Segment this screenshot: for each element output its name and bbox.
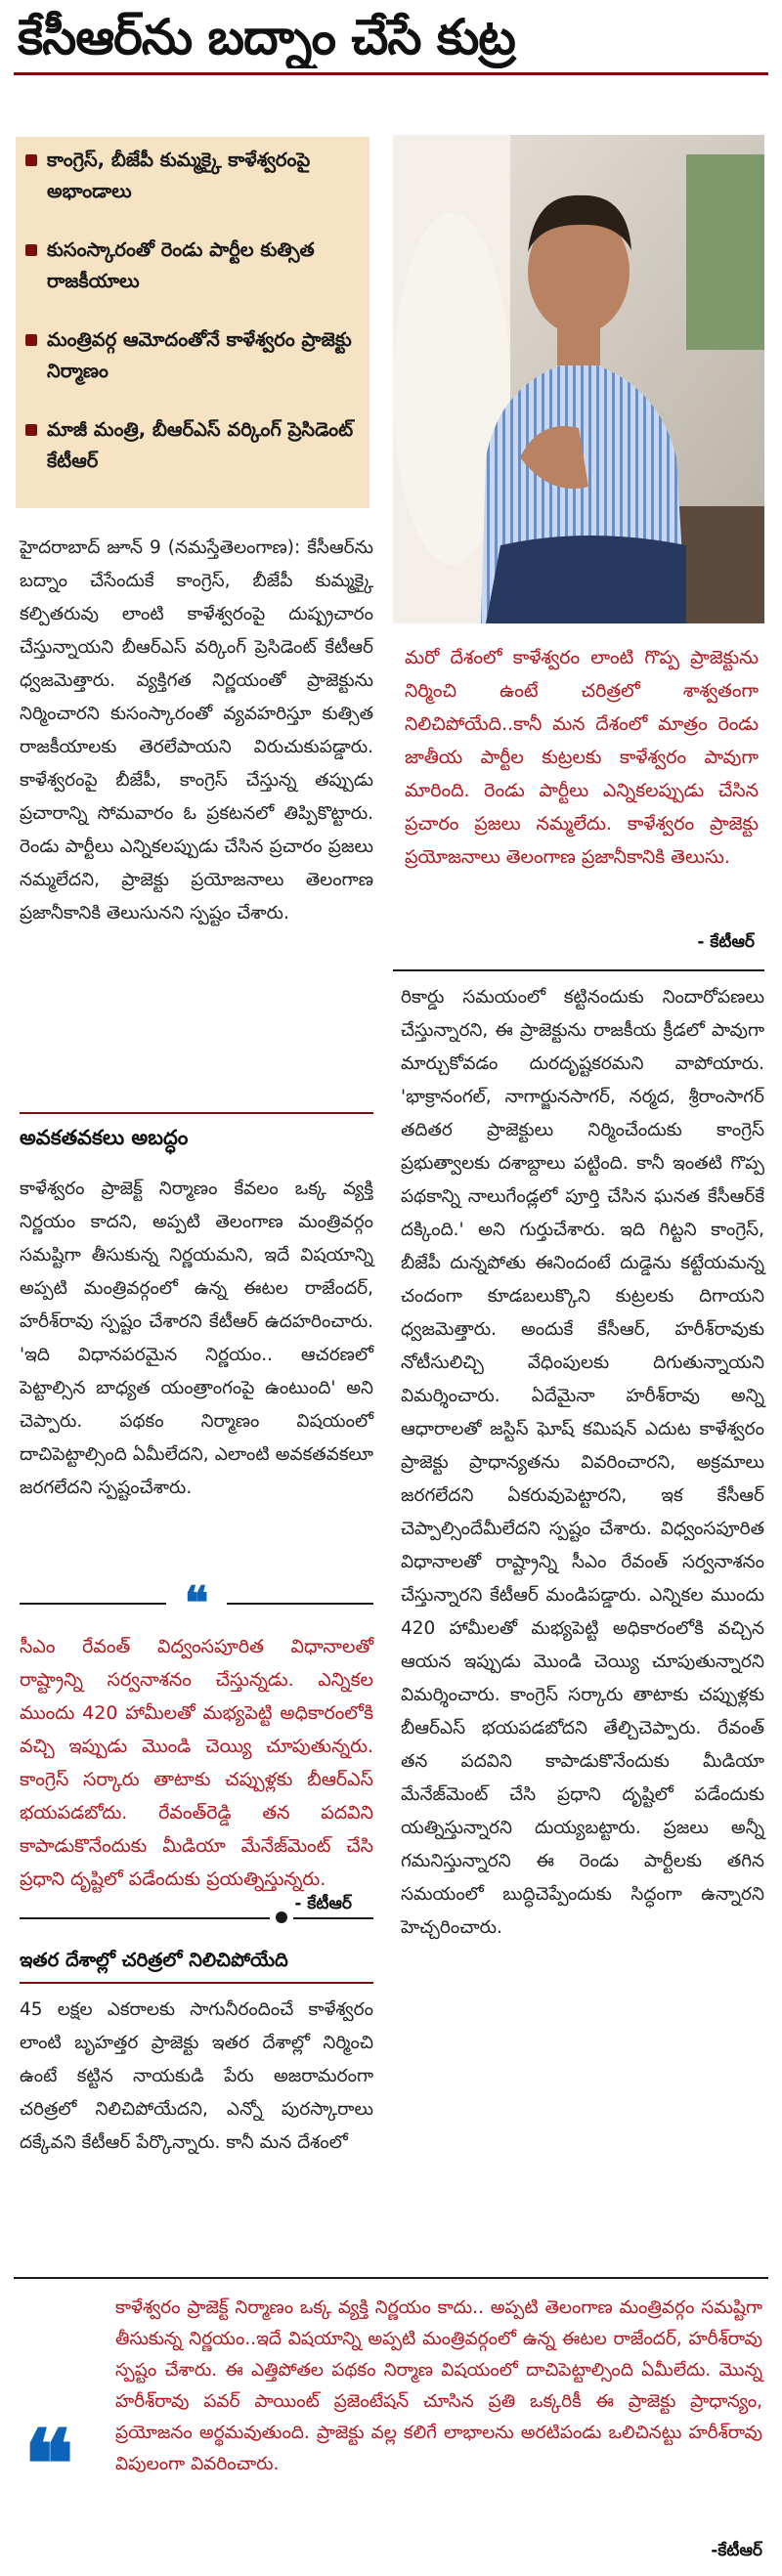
section-paragraph: కాళేశ్వరం ప్రాజెక్ట్ నిర్మాణం కేవలం ఒక్క వ్యక్తి నిర్ణయం కాదని, అప్పటి తెలంగాణ మంత్రివర్గం సమష్టిగా తీసుకున్న నిర్ణయమని, ఇదే విషయాన్ని అప్పటి మంత్రివర్గంలో ఉన్న ఈటల రాజేందర్, హరీశ్‌రావు స్పష్టం చేశారని కేటీఆర్ ఉదహరించారు. 'ఇది విధానపరమైన నిర్ణయం.. ఆచరణలో పెట్టాల్సిన బాధ్యత యంత్రాంగంపై ఉంటుంది' అని చెప్పారు. పథకం నిర్మాణం విషయంలో దాచిపెట్టాల్సింది ఏమీలేదని, ఎలాంటి అవకతవకలూ జరగలేదని స్పష్టంచేశారు. <box>20 1179 373 1498</box>
quote-text: మరో దేశంలో కాళేశ్వరం లాంటి గొప్ప ప్రాజెక్టును నిర్మించి ఉంటే చరిత్రలో శాశ్వతంగా నిలిచిపోయేది..కానీ మన దేశంలో మాత్రం రెండు జాతీయ పార్టీల కుట్రలకు కాళేశ్వరం పావుగా మారింది. రెండు పార్టీలు ఎన్నికలప్పుడు చేసిన ప్రచారం ప్రజలు నమ్మలేదు. కాళేశ్వరం ప్రాజెక్టు ప్రయోజనాలు తెలంగాణ ప్రజానీకానికి తెలుసు. <box>405 647 759 868</box>
highlights-box <box>16 137 369 508</box>
section-divider <box>20 1982 373 1984</box>
bottom-pull-quote <box>14 2277 768 2572</box>
dot-icon <box>276 1911 287 1923</box>
quote-rule <box>20 1603 166 1605</box>
bullet-icon <box>25 424 37 436</box>
right-column-paragraph: రికార్డు సమయంలో కట్టినందుకు నిందారోపణలు చేస్తున్నారని, ఈ ప్రాజెక్టును రాజకీయ క్రీడలో పావుగా మార్చుకోవడం దురదృష్టకరమని వాపోయారు. 'భాక్రానంగల్, నాగార్జునసాగర్, నర్మద, శ్రీరాంసాగర్ తదితర ప్రాజెక్టులు నిర్మించేందుకు కాంగ్రెస్ ప్రభుత్వాలకు దశాబ్దాలు పట్టింది. కానీ ఇంతటి గొప్ప పథకాన్ని నాలుగేండ్లలో పూర్తి చేసిన ఘనత కేసీఆర్‌కే దక్కింది.' అని గుర్తుచేశారు. ఇది గిట్టని కాంగ్రెస్, బీజేపీ దున్నపోతు ఈనిందంటే దుడ్డెను కట్టేయమన్న చందంగా కూడబలుక్కొని కుట్రలకు దిగాయని ధ్వజమెత్తారు. అందుకే కేసీఆర్, హరీశ్‌రావుకు నోటీసులిచ్చి వేధింపులకు దిగుతున్నాయని విమర్శించారు. ఏదేమైనా హరీశ్‌రావు అన్ని ఆధారాలతో జస్టిస్ ఘోష్ కమిషన్ ఎదుట కాళేశ్వరం ప్రాజెక్టు ప్రాధాన్యతను వివరించారని, అక్రమాలు జరగలేదని ఏకరువుపెట్టారని, ఇక కేసీఆర్ చెప్పాల్సిందేమీలేదని స్పష్టం చేశారు. విధ్వంసపూరిత విధానాలతో రాష్ట్రాన్ని సీఎం రేవంత్ సర్వనాశనం చేస్తున్నారని కేటీఆర్ మండిపడ్డారు. ఎన్నికల ముందు 420 హామీలతో మభ్యపెట్టి అధికారంలోకి వచ్చిన ఆయన ఇప్పుడు మొండి చెయ్యి చూపుతున్నారని విమర్శించారు. కాంగ్రెస్ సర్కారు తాటాకు చప్పుళ్లకు బీఆర్ఎస్ భయపడబోదని తేల్చిచెప్పారు. రేవంత్ తన పదవిని కాపాడుకొనేందుకు మీడియా మేనేజ్‌మెంట్ చేసి ప్రధాని దృష్టిలో పడేందుకు యత్నిస్తున్నారని దుయ్యబట్టారు. ప్రజలు అన్నీ గమనిస్తున్నారని ఈ రెండు పార్టీలకు తగిన సమయంలో బుద్ధిచెప్పేందుకు సిద్ధంగా ఉన్నారని హెచ్చరించారు. <box>401 987 764 1938</box>
section-divider <box>20 1112 373 1114</box>
quote-text: కాళేశ్వరం ప్రాజెక్ట్ నిర్మాణం ఒక్క వ్యక్తి నిర్ణయం కాదు.. అప్పటి తెలంగాణ మంత్రివర్గం సమష్టిగా తీసుకున్న నిర్ణయం..ఇదే విషయాన్ని అప్పటి మంత్రివర్గంలో ఉన్న ఈటల రాజేందర్, హరీశ్‌రావు స్పష్టం చేశారు. ఈ ఎత్తిపోతల పథకం నిర్మాణ విషయంలో దాచిపెట్టాల్సింది ఏమీలేదు. మొన్న హరీశ్‌రావు పవర్ పాయింట్ ప్రజెంటేషన్ చూసిన ప్రతి ఒక్కరికీ ఈ ప్రాజెక్టు ప్రాధాన్యం, ప్రయోజనం అర్థమవుతుంది. ప్రాజెక్టు వల్ల కలిగే లాభాలను అరటిపండు ఒలిచినట్టు హరీశ్‌రావు విపులంగా వివరించారు. <box>115 2297 762 2474</box>
headline-rule <box>14 72 768 75</box>
person-photo-illustration <box>393 135 764 623</box>
highlight-item: కాంగ్రెస్, బీజేపీ కుమ్మక్కై కాళేశ్వరంపై అభాండాలు <box>25 145 358 207</box>
quote-rule <box>227 1603 373 1605</box>
pull-quote-box <box>393 633 764 971</box>
highlight-item: మంత్రివర్గ ఆమోదంతోనే కాళేశ్వరం ప్రాజెక్టు నిర్మాణం <box>25 324 358 387</box>
quote-attribution: - కేటీఆర్ <box>697 932 755 952</box>
quote-attribution: -కేటీఆర్ <box>711 2541 762 2560</box>
quote-attribution: - కేటీఆర్ <box>294 1894 352 1913</box>
quote-text: సీఎం రేవంత్ విద్వంసపూరిత విధానాలతో రాష్ట్రాన్ని సర్వనాశనం చేస్తున్నడు. ఎన్నికల ముందు 420 హామీలతో మభ్యపెట్టి అధికారంలోకి వచ్చి ఇప్పుడు మొండి చెయ్యి చూపుతున్నరు. కాంగ్రెస్ సర్కారు తాటాకు చప్పుళ్లకు బీఆర్ఎస్ భయపడబోదు. రేవంత్‌రెడ్డి తన పదవిని కాపాడుకొనేందుకు మీడియా మేనేజ్‌మెంట్ చేసి ప్రధాని దృష్టిలో పడేందుకు ప్రయత్నిస్తున్నరు. <box>20 1636 373 1890</box>
pull-quote <box>20 1576 373 1933</box>
bullet-icon <box>25 244 37 256</box>
highlight-item: కుసంస్కారంతో రెండు పార్టీల కుత్సిత రాజకీయాలు <box>25 235 358 297</box>
section-heading: ఇతర దేశాల్లో చరిత్రలో నిలిచిపోయేది <box>20 1949 288 1971</box>
quote-icon: ❝ <box>184 1576 209 1629</box>
speaker-photo <box>393 135 764 623</box>
quote-end-rule <box>20 1917 270 1919</box>
section-heading: అవకతవకలు అబద్ధం <box>20 1126 189 1149</box>
highlight-item: మాజీ మంత్రి, బీఆర్ఎస్ వర్కింగ్ ప్రెసిడెంట్ కేటీఆర్ <box>25 414 358 477</box>
intro-paragraph: హైదరాబాద్ జూన్ 9 (నమస్తేతెలంగాణ): కేసీఆర్‌ను బద్నాం చేసేందుకే కాంగ్రెస్, బీజేపీ కుమ్మక్కై కల్పితరువు లాంటి కాళేశ్వరంపై దుష్ప్రచారం చేస్తున్నాయని బీఆర్ఎస్ వర్కింగ్ ప్రెసిడెంట్ కేటీఆర్ ధ్వజమెత్తారు. వ్యక్తిగత నిర్ణయంతో ప్రాజెక్టును నిర్మించారని కుసంస్కారంతో వ్యవహరిస్తూ కుత్సిత రాజకీయాలకు తెరలేపాయని విరుచుకుపడ్డారు. కాళేశ్వరంపై బీజేపీ, కాంగ్రెస్ చేస్తున్న తప్పుడు ప్రచారాన్ని సోమవారం ఓ ప్రకటనలో తిప్పికొట్టారు. రెండు పార్టీలు ఎన్నికలప్పుడు చేసిన ప్రచారం ప్రజలు నమ్మలేదని, ప్రాజెక్టు ప్రయోజనాలు తెలంగాణ ప్రజానీకానికి తెలుసునని స్పష్టం చేశారు. <box>20 537 373 923</box>
quote-end-rule <box>293 1917 373 1919</box>
quote-icon: ❝ <box>23 2409 74 2519</box>
headline: కేసీఆర్‌ను బద్నాం చేసే కుట్ర <box>18 9 515 65</box>
section-paragraph: 45 లక్షల ఎకరాలకు సాగునీరందించే కాళేశ్వరం లాంటి బృహత్తర ప్రాజెక్టు ఇతర దేశాల్లో నిర్మించి ఉంటే కట్టిన నాయకుడి పేరు అజరామరంగా చరిత్రలో నిలిచిపోయేదని, ఎన్నో పురస్కారాలు దక్కేవని కేటీఆర్ పేర్కొన్నారు. కానీ మన దేశంలో <box>20 1999 373 2153</box>
bullet-icon <box>25 154 37 166</box>
bullet-icon <box>25 334 37 346</box>
